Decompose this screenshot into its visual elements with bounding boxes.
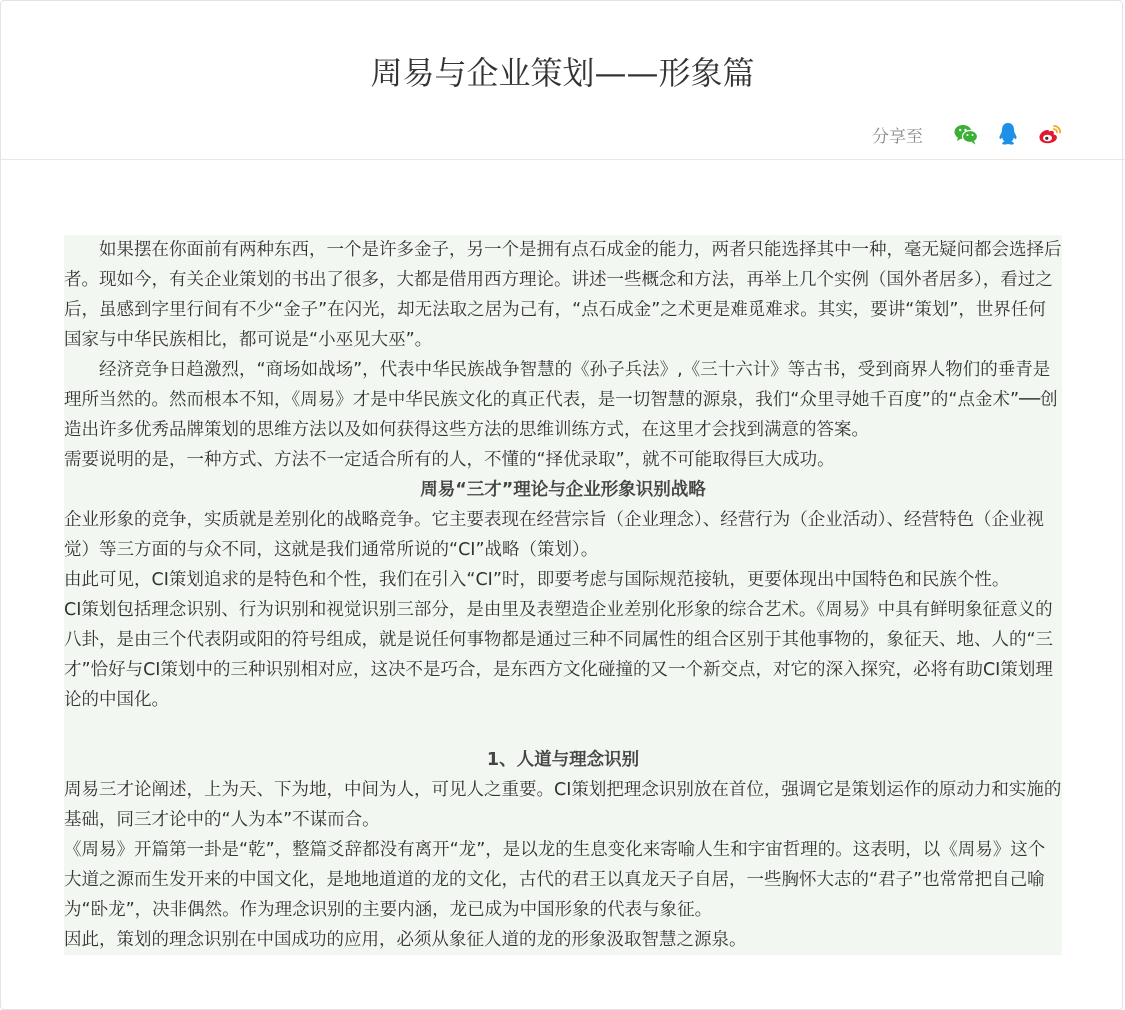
qq-icon[interactable] — [995, 121, 1021, 147]
wechat-icon[interactable] — [953, 121, 979, 147]
paragraph: 经济竞争日趋激烈，“商场如战场”，代表中华民族战争智慧的《孙子兵法》,《三十六计》等古书，受到商界人物们的垂青是理所当然的。然而根本不知，《周易》才是中华民族文化的真正代表，是一切智慧的源泉，我们“众里寻她千百度”的“点金术”──创造出许多优秀品牌策划的思维方法以及如何获得这些方法的思维训练方式，在这里才会找到满意的答案。 — [64, 360, 1058, 440]
paragraph: 企业形象的竞争，实质就是差别化的战略竞争。它主要表现在经营宗旨（企业理念）、经营行为（企业活动）、经营特色（企业视觉）等三方面的与众不同，这就是我们通常所说的“CI”战略（策划）。 — [64, 510, 1044, 560]
paragraph: 如果摆在你面前有两种东西，一个是许多金子，另一个是拥有点石成金的能力，两者只能选择其中一种，毫无疑问都会选择后者。现如今，有关企业策划的书出了很多，大都是借用西方理论。讲述一些概念和方法，再举上几个实例（国外者居多），看过之后，虽感到字里行间有不少“金子”在闪光，却无法取之居为己有，“点石成金”之术更是难觅难求。其实，要讲“策划”，世界任何国家与中华民族相比，都可说是“小巫见大巫”。 — [64, 240, 1062, 350]
paragraph: 因此，策划的理念识别在中国成功的应用，必须从象征人道的龙的形象汲取智慧之源泉。 — [64, 930, 747, 950]
page-title: 周易与企业策划——形象篇 — [370, 54, 755, 92]
paragraph: CI策划包括理念识别、行为识别和视觉识别三部分，是由里及表塑造企业差别化形象的综合艺术。《周易》中具有鲜明象征意义的八卦，是由三个代表阴或阳的符号组成，就是说任何事物都是通过三种不同属性的组合区别于其他事物的，象征天、地、人的“三才”恰好与CI策划中的三种识别相对应，这决不是巧合，是东西方文化碰撞的又一个新交点，对它的深入探究，必将有助CI策划理论的中国化。 — [64, 600, 1054, 710]
paragraph: 需要说明的是，一种方式、方法不一定适合所有的人，不懂的“择优录取”，就不可能取得巨大成功。 — [64, 450, 835, 470]
paragraph: 由此可见，CI策划追求的是特色和个性，我们在引入“CI”时，即要考虑与国际规范接轨，更要体现出中国特色和民族个性。 — [64, 570, 1010, 590]
paragraph: 周易三才论阐述，上为天、下为地，中间为人，可见人之重要。CI策划把理念识别放在首位，强调它是策划运作的原动力和实施的基础，同三才论中的“人为本”不谋而合。 — [64, 780, 1062, 830]
paragraph: 《周易》开篇第一卦是“乾”，整篇爻辞都没有离开“龙”，是以龙的生息变化来寄喻人生和宇宙哲理的。这表明，以《周易》这个大道之源而生发开来的中国文化，是地地道道的龙的文化，古代的君王以真龙天子自居，一些胸怀大志的“君子”也常常把自己喻为“卧龙”，决非偶然。作为理念识别的主要内涵，龙已成为中国形象的代表与象征。 — [64, 840, 1046, 920]
share-bar — [872, 119, 1063, 149]
weibo-icon[interactable] — [1037, 121, 1063, 147]
section-heading: 1、人道与理念识别 — [486, 750, 640, 770]
share-label: 分享至 — [872, 126, 923, 147]
article-header — [0, 0, 1125, 160]
article-body — [64, 235, 1062, 955]
blank-line — [64, 715, 1062, 745]
section-heading: 周易“三才”理论与企业形象识别战略 — [420, 480, 706, 500]
